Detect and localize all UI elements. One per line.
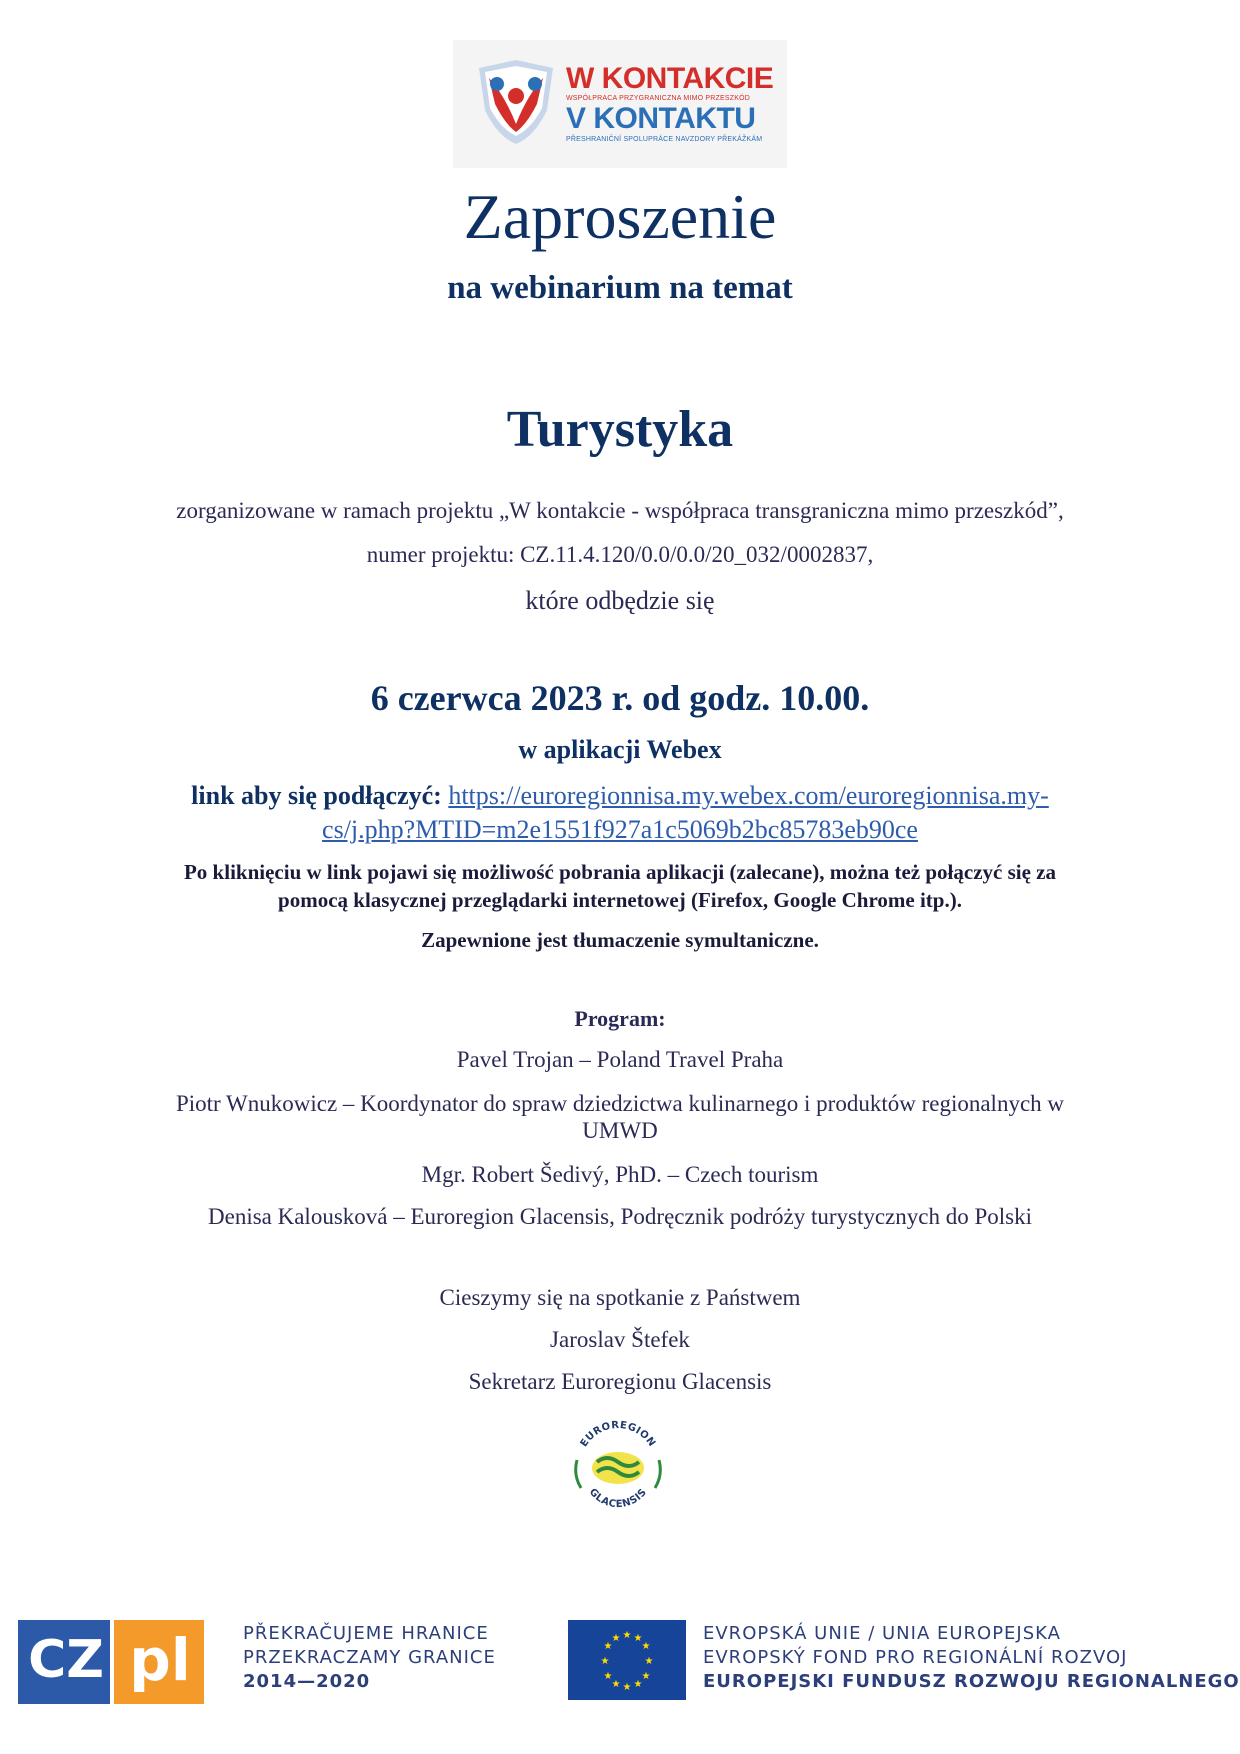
program-item: Denisa Kalousková – Euroregion Glacensis, Podręcznik podróży turystycznych do Polski: [208, 1204, 1032, 1229]
svg-text:★: ★: [622, 1630, 632, 1641]
program-item: Pavel Trojan – Poland Travel Praha: [456, 1047, 784, 1072]
closing-title: Sekretarz Euroregionu Glacensis: [468, 1369, 772, 1394]
link-line-2: [0, 815, 1240, 845]
svg-text:★: ★: [611, 1633, 621, 1644]
czpl-caption-line: PRZEKRACZAMY GRANICE: [243, 1647, 496, 1668]
czpl-cz-text: CZ: [28, 1630, 104, 1690]
czpl-logo: [18, 1620, 204, 1704]
people-shield-icon: [475, 58, 557, 146]
note-line-1: Po kliknięciu w link pojawi się możliwość pobrania aplikacji (zalecane), można też połączyć się za: [183, 860, 1056, 884]
eu-caption-line: EVROPSKÁ UNIE / UNIA EUROPEJSKA: [703, 1623, 1061, 1644]
czpl-pl-text: pl: [129, 1626, 191, 1694]
eu-flag-icon: [568, 1620, 686, 1700]
logo-line2: V KONTAKTU: [566, 102, 756, 135]
program-title: Program:: [574, 1006, 666, 1031]
webinar-topic: Turystyka: [506, 401, 734, 458]
svg-text:★: ★: [603, 1641, 613, 1652]
closing-signatory: Jaroslav Štefek: [550, 1327, 690, 1352]
euroregion-logo-bottom-text: GLACENSIS: [586, 1486, 650, 1511]
program-item: Mgr. Robert Šedivý, PhD. – Czech tourism: [421, 1162, 819, 1187]
link-line: [0, 781, 1240, 811]
eu-caption-line: EUROPEJSKI FUNDUSZ ROZWOJU REGIONALNEGO: [703, 1671, 1240, 1692]
event-app: w aplikacji Webex: [518, 735, 722, 764]
intro-line-2: numer projektu: CZ.11.4.120/0.0/0.0/20_032/0002837,: [366, 542, 874, 567]
svg-text:★: ★: [641, 1671, 651, 1682]
closing-line-1: Cieszymy się na spotkanie z Państwem: [439, 1285, 801, 1310]
intro-line-3: które odbędzie się: [525, 586, 715, 615]
note-line-2: pomocą klasycznej przeglądarki internetowej (Firefox, Google Chrome itp.).: [278, 888, 962, 912]
eu-caption: [703, 1622, 1240, 1694]
czpl-caption-line: PŘEKRAČUJEME HRANICE: [243, 1623, 489, 1644]
logo-line1-sub: WSPÓŁPRACA PRZYGRANICZNA MIMO PRZESZKÓD: [566, 95, 750, 102]
svg-text:★: ★: [600, 1656, 610, 1667]
svg-text:★: ★: [644, 1656, 654, 1667]
czpl-caption-years: 2014—2020: [243, 1671, 371, 1692]
euroregion-logo-top-text: EUROREGION: [578, 1419, 658, 1450]
svg-text:★: ★: [641, 1641, 651, 1652]
webex-link-part1[interactable]: https://euroregionnisa.my.webex.com/euroregionnisa.my-: [448, 781, 1049, 810]
webex-link-part2[interactable]: cs/j.php?MTID=m2e1551f927a1c5069b2bc85783eb90ce: [322, 815, 918, 844]
link-label: link aby się podłączyć:: [191, 781, 442, 810]
logo-line1: W KONTAKCIE: [566, 62, 774, 95]
page-subtitle: na webinarium na temat: [447, 270, 793, 306]
svg-text:★: ★: [603, 1671, 613, 1682]
svg-text:★: ★: [633, 1679, 643, 1690]
note-line-3: Zapewnione jest tłumaczenie symultaniczne.: [421, 928, 819, 952]
w-kontakcie-logo: [453, 40, 787, 168]
page-title: Zaproszenie: [463, 181, 777, 252]
svg-text:★: ★: [611, 1679, 621, 1690]
euroregion-glacensis-logo: [563, 1410, 673, 1520]
program-item: Piotr Wnukowicz – Koordynator do spraw dziedzictwa kulinarnego i produktów regionalnych w: [175, 1091, 1065, 1116]
czpl-caption: [243, 1622, 496, 1694]
svg-text:★: ★: [633, 1633, 643, 1644]
svg-text:★: ★: [622, 1682, 632, 1693]
eu-caption-line: EVROPSKÝ FOND PRO REGIONÁLNÍ ROZVOJ: [703, 1647, 1128, 1668]
eu-stars-icon: [568, 1620, 686, 1700]
intro-line-1: zorganizowane w ramach projektu „W kontakcie - współpraca transgraniczna mimo przeszkód”,: [176, 498, 1064, 523]
event-date: 6 czerwca 2023 r. od godz. 10.00.: [370, 678, 870, 718]
program-item: UMWD: [582, 1118, 658, 1143]
logo-line2-sub: PŘESHRANIČNÍ SPOLUPRÁCE NAVZDORY PŘEKÁŽKÁM: [566, 136, 763, 143]
